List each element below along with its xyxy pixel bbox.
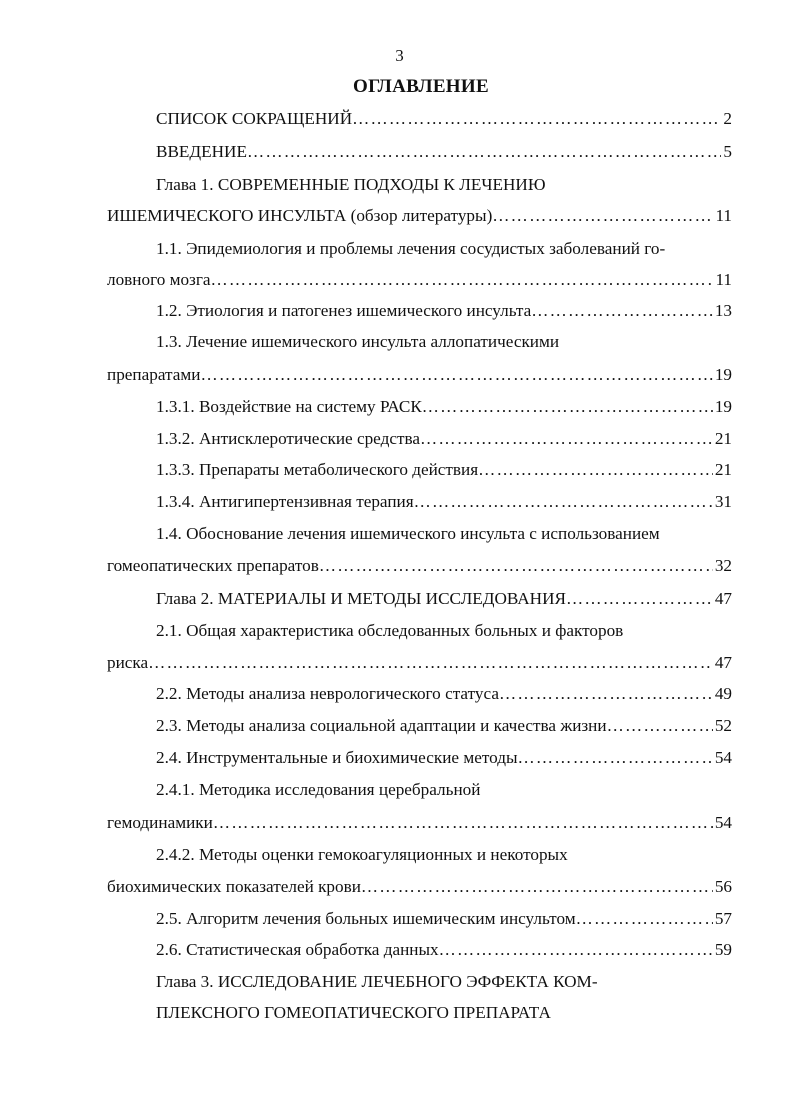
toc-entry-text: 1.3.1. Воздействие на систему РАСК (156, 397, 422, 416)
toc-entry (156, 937, 732, 963)
toc-entry-text: ПЛЕКСНОГО ГОМЕОПАТИЧЕСКОГО ПРЕПАРАТА (156, 1003, 551, 1022)
toc-entry-text: 1.3.3. Препараты метаболического действия (156, 460, 479, 479)
toc-entry-text: гомеопатических препаратов (107, 556, 319, 575)
toc-entry-page: 54 (714, 748, 732, 767)
toc-entry-page: 19 (714, 365, 732, 384)
toc-entry-page: 31 (714, 492, 732, 511)
toc-entry (156, 457, 732, 483)
toc-entry-page: 21 (714, 429, 732, 448)
toc-entry (156, 489, 732, 515)
toc-entry-page: 49 (714, 684, 732, 703)
toc-entry (156, 681, 732, 707)
toc-entry-page: 59 (714, 940, 732, 959)
toc-entry (107, 810, 732, 836)
toc-entry-text: 1.3. Лечение ишемического инсульта аллопатическими (156, 332, 560, 351)
toc-entry-text: 2.2. Методы анализа неврологического статуса (156, 684, 499, 703)
toc-entry-page: 47 (714, 653, 732, 672)
toc-entry-text: 2.1. Общая характеристика обследованных больных и факторов (156, 621, 624, 640)
toc-entry (107, 267, 732, 293)
toc-entry-page: 2 (723, 109, 732, 128)
toc-entry-text: ловного мозга (107, 270, 211, 289)
toc-entry (156, 298, 732, 324)
toc-entry-page: 21 (714, 460, 732, 479)
toc-entry-page: 13 (714, 301, 732, 320)
toc-entry (107, 203, 732, 229)
toc-entry-text: 1.1. Эпидемиология и проблемы лечения сосудистых заболеваний го- (156, 239, 666, 258)
toc-entry-page: 57 (714, 909, 732, 928)
toc-entry-page: 11 (715, 270, 732, 289)
toc-entry (156, 906, 732, 932)
toc-entry-page: 19 (714, 397, 732, 416)
toc-entry-text: биохимических показателей крови (107, 877, 361, 896)
toc-entry-text: ВВЕДЕНИЕ (156, 142, 247, 161)
toc-entry-text: риска (107, 653, 149, 672)
toc-entry-text: 1.2. Этиология и патогенез ишемического инсульта (156, 301, 532, 320)
toc-entry-text: 1.3.4. Антигипертензивная терапия (156, 492, 414, 511)
toc-entry-text: 1.4. Обоснование лечения ишемического инсульта с использованием (156, 524, 660, 543)
toc-entry (156, 394, 732, 420)
toc-entry-text: гемодинамики (107, 813, 213, 832)
toc-entry-text: 2.5. Алгоритм лечения больных ишемическим инсультом (156, 909, 576, 928)
toc-entry (156, 426, 732, 452)
page-number: 3 (395, 46, 404, 65)
toc-entry (107, 650, 732, 676)
toc-entry-page: 11 (715, 206, 732, 225)
toc-entry-text: Глава 1. СОВРЕМЕННЫЕ ПОДХОДЫ К ЛЕЧЕНИЮ (156, 175, 546, 194)
toc-entry (107, 362, 732, 388)
toc-entry-text: 2.4.1. Методика исследования церебральной (156, 780, 481, 799)
toc-entry-text: Глава 2. МАТЕРИАЛЫ И МЕТОДЫ ИССЛЕДОВАНИЯ (156, 589, 566, 608)
toc-entry-text: препаратами (107, 365, 201, 384)
toc-entry (107, 874, 732, 900)
toc-entry-text: 2.4.2. Методы оценки гемокоагуляционных и некоторых (156, 845, 568, 864)
toc-entry (156, 106, 732, 132)
toc-entry-text: 2.6. Статистическая обработка данных (156, 940, 439, 959)
toc-entry-page: 47 (714, 589, 732, 608)
toc-entry-text: 2.3. Методы анализа социальной адаптации и качества жизни (156, 716, 607, 735)
toc-entry (156, 713, 732, 739)
toc-entry (156, 586, 732, 612)
toc-entry-page: 32 (714, 556, 732, 575)
toc-entry-text: 2.4. Инструментальные и биохимические методы (156, 748, 518, 767)
toc-entry-text: 1.3.2. Антисклеротические средства (156, 429, 420, 448)
toc-entry (156, 139, 732, 165)
page-title: ОГЛАВЛЕНИЕ (353, 76, 489, 97)
toc-entry (107, 553, 732, 579)
toc-entry-page: 5 (723, 142, 732, 161)
toc-entry-page: 54 (714, 813, 732, 832)
toc-entry-text: ИШЕМИЧЕСКОГО ИНСУЛЬТА (обзор литературы) (107, 206, 493, 225)
toc-entry-text: СПИСОК СОКРАЩЕНИЙ (156, 109, 353, 128)
toc-entry-page: 52 (714, 716, 732, 735)
toc-entry-text: Глава 3. ИССЛЕДОВАНИЕ ЛЕЧЕБНОГО ЭФФЕКТА КОМ- (156, 972, 598, 991)
toc-entry (156, 745, 732, 771)
toc-entry-page: 56 (714, 877, 732, 896)
